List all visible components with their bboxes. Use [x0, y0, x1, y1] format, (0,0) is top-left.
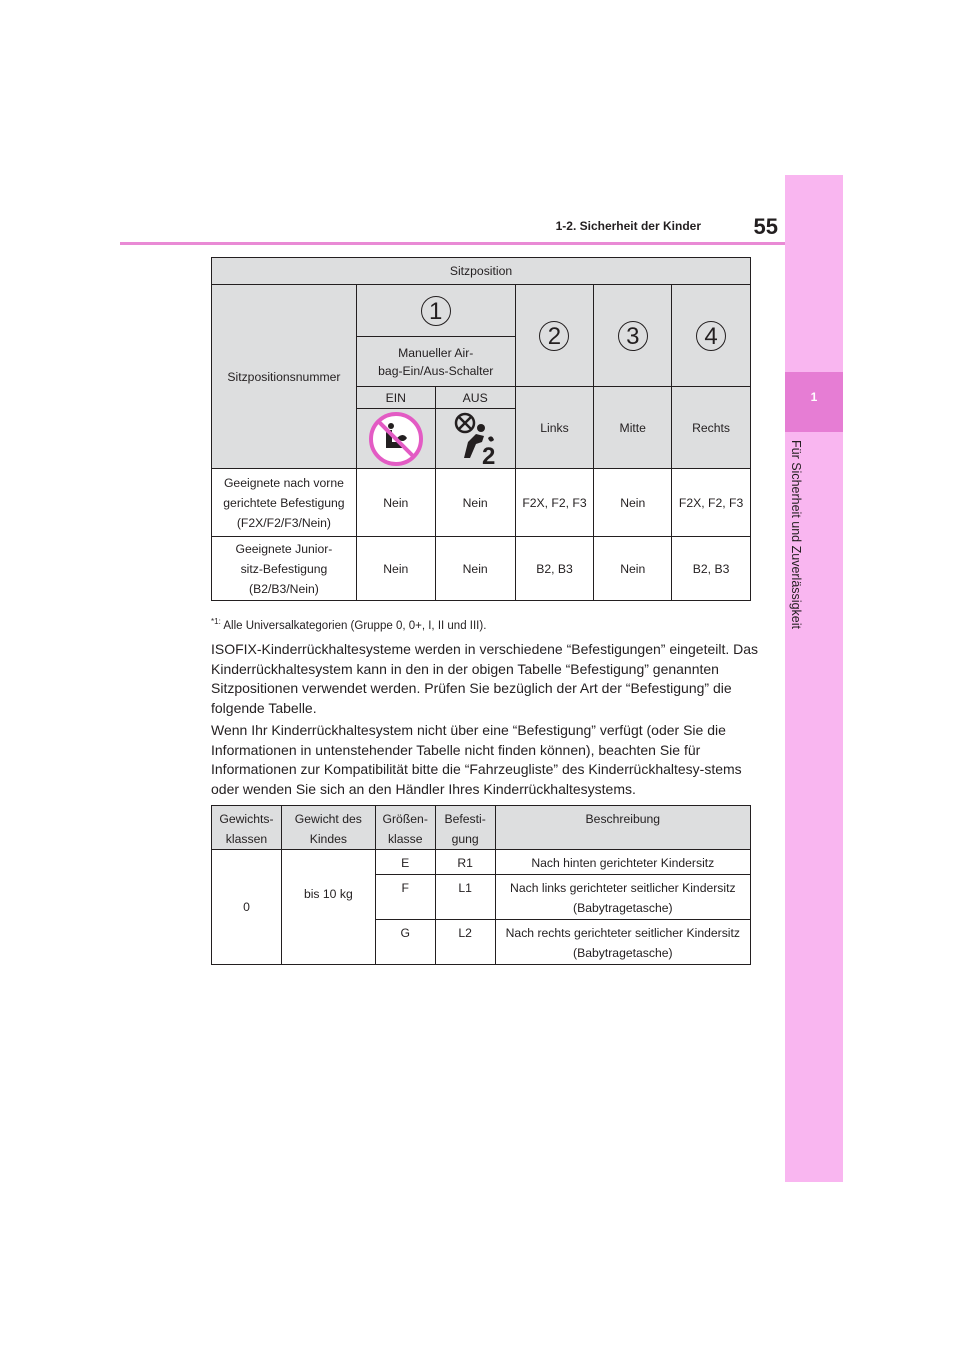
svg-text:2: 2 — [482, 442, 496, 466]
forward-fixture-label: Geeignete nach vorne gerichtete Befestigung (F2X/F2/F3/Nein) — [212, 469, 357, 537]
table-cell: Nein — [435, 469, 515, 537]
fixture-table — [211, 805, 751, 965]
table-cell: Nein — [594, 469, 672, 537]
table-cell: B2, B3 — [672, 537, 751, 601]
seat-1-cell — [356, 285, 515, 337]
seat-4-cell — [672, 285, 751, 387]
paragraph-isofix: ISOFIX-Kinderrückhaltesysteme werden in verschiedene “Befestigungen” eingeteilt. Das Kinderrückhaltesystem kann in den in der obigen Tabelle “Befestigung” genannten Sitzpositionen verwendet werden. Prüfen Sie bezüglich der Art der “Befestigung” die folgende Tabelle. — [211, 641, 759, 716]
seat-number-label: Sitzpositionsnummer — [212, 285, 357, 469]
seat-number-3: 3 — [618, 321, 648, 351]
footnote-text: Alle Universalkategorien (Gruppe 0, 0+, I, II und III). — [223, 619, 487, 632]
seat-number-1: 1 — [421, 296, 451, 326]
child-weight-value: bis 10 kg — [281, 850, 375, 965]
chapter-side-tab[interactable] — [785, 175, 843, 1182]
table-cell: B2, B3 — [515, 537, 594, 601]
links-label: Links — [515, 387, 594, 469]
table-cell: L2 — [435, 920, 495, 965]
seat-position-header: Sitzposition — [212, 258, 751, 285]
table-cell: F — [375, 875, 435, 920]
seat-3-cell — [594, 285, 672, 387]
table-cell: Nein — [356, 537, 435, 601]
mitte-label: Mitte — [594, 387, 672, 469]
table-cell: R1 — [435, 850, 495, 875]
rechts-label: Rechts — [672, 387, 751, 469]
aus-label: AUS — [435, 387, 515, 409]
seat-2-cell — [515, 285, 594, 387]
section-title: 1-2. Sicherheit der Kinder — [555, 219, 701, 233]
col-fixture: Befesti- gung — [435, 806, 495, 850]
seat-number-4: 4 — [696, 321, 726, 351]
airbag-switch-label: Manueller Air- bag-Ein/Aus-Schalter — [356, 337, 515, 387]
table-cell: Nein — [356, 469, 435, 537]
paragraph-compatibility: Wenn Ihr Kinderrückhaltesystem nicht über eine “Befestigung” verfügt (oder Sie die Informationen in untenstehender Tabelle nicht finden können), beachten Sie für Informationen zur Kompatibilität bitte die “Fahrzeugliste” des Kinderrückhaltesy-stems oder wenden Sie sich an den Händler Ihres Kinderrückhaltesystems. — [211, 722, 742, 797]
col-child-weight: Gewicht des Kindes — [281, 806, 375, 850]
col-weight-class: Gewichts- klassen — [212, 806, 282, 850]
table-cell: Nach rechts gerichteter seitlicher Kindersitz (Babytragetasche) — [495, 920, 750, 965]
booster-fixture-label: Geeignete Junior- sitz-Befestigung (B2/B3/Nein) — [212, 537, 357, 601]
table-cell: F2X, F2, F3 — [515, 469, 594, 537]
header-rule — [120, 242, 785, 245]
table-cell: Nach links gerichteter seitlicher Kindersitz (Babytragetasche) — [495, 875, 750, 920]
table-cell: F2X, F2, F3 — [672, 469, 751, 537]
table-cell: E — [375, 850, 435, 875]
page-number: 55 — [753, 214, 778, 239]
airbag-prohibited-cell — [356, 409, 435, 469]
airbag-off-cell — [435, 409, 515, 469]
chapter-number: 1 — [810, 390, 818, 404]
seat-number-2: 2 — [539, 321, 569, 351]
weight-class-value: 0 — [212, 850, 282, 965]
footnote-marker: *1: — [211, 617, 221, 626]
col-size-class: Größen- klasse — [375, 806, 435, 850]
seat-position-table — [211, 257, 751, 601]
table-cell: G — [375, 920, 435, 965]
footnote — [211, 617, 486, 632]
table-cell: Nein — [594, 537, 672, 601]
col-description: Beschreibung — [495, 806, 750, 850]
airbag-prohibited-icon — [369, 412, 423, 466]
airbag-off-icon — [448, 412, 502, 466]
chapter-label: Für Sicherheit und Zuverlässigkeit — [789, 440, 803, 629]
table-cell: L1 — [435, 875, 495, 920]
table-cell: Nach hinten gerichteter Kindersitz — [495, 850, 750, 875]
table-cell: Nein — [435, 537, 515, 601]
ein-label: EIN — [356, 387, 435, 409]
